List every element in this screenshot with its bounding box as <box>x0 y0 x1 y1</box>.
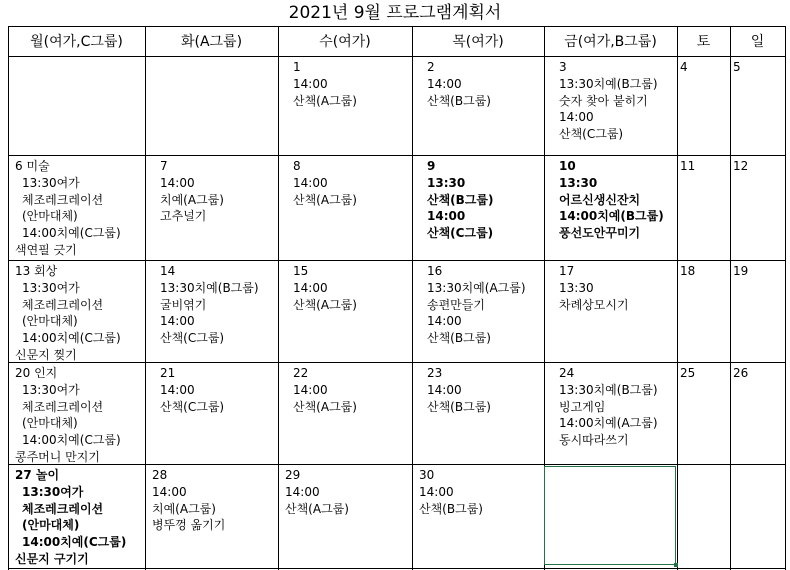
schedule-line: 14:00치예(C그룹) <box>22 331 121 346</box>
day-number: 10 <box>559 159 576 173</box>
schedule-line: 산책(A그룹) <box>293 192 357 207</box>
schedule-line: 병뚜껑 옮기기 <box>152 518 226 533</box>
schedule-line: 13:30치예(B그룹) <box>559 76 658 91</box>
day-cell[interactable] <box>419 261 526 347</box>
schedule-line: 13:30여가 <box>22 484 84 499</box>
schedule-line: 14:00치예(C그룹) <box>22 535 127 550</box>
schedule-line: 차례상모시기 <box>559 297 629 312</box>
schedule-line: 산책(A그룹) <box>285 501 349 516</box>
schedule-line: (안마대체) <box>22 314 78 329</box>
day-cell[interactable] <box>15 363 121 466</box>
schedule-line: 13:30치예(B그룹) <box>160 280 259 295</box>
schedule-line: 13:30여가 <box>22 382 80 397</box>
schedule-line: 산책(B그룹) <box>427 192 494 207</box>
weekday-header: 월(여가,C그룹) <box>30 34 123 50</box>
day-cell[interactable] <box>680 57 688 76</box>
schedule-line: 풍선도안꾸미기 <box>559 226 641 241</box>
day-cell[interactable] <box>285 363 357 415</box>
schedule-line: 14:00 <box>285 484 320 499</box>
day-cell[interactable] <box>419 465 483 517</box>
day-cell[interactable] <box>733 363 748 382</box>
day-cell[interactable] <box>152 465 225 534</box>
grid-vline <box>145 26 146 570</box>
day-number: 24 <box>559 366 575 380</box>
schedule-line: 14:00 <box>293 280 328 295</box>
day-cell[interactable] <box>419 156 493 242</box>
schedule-line: 산책(A그룹) <box>293 297 357 312</box>
day-cell[interactable] <box>285 261 357 313</box>
day-number: 26 <box>733 366 749 380</box>
schedule-line: 어르신생신잔치 <box>559 192 641 207</box>
day-cell[interactable] <box>680 156 695 175</box>
day-cell[interactable] <box>551 363 658 449</box>
schedule-line: 14:00 <box>293 76 328 91</box>
schedule-line: 산책(A그룹) <box>293 399 357 414</box>
schedule-line: 13:30 <box>427 175 466 190</box>
schedule-line: 신문지 찢기 <box>15 347 77 362</box>
schedule-line: 14:00 <box>427 382 462 397</box>
weekday-header: 수(여가) <box>319 34 371 50</box>
day-number: 11 <box>680 159 696 173</box>
schedule-line: 산책(B그룹) <box>427 399 491 414</box>
day-number: 30 <box>419 468 435 482</box>
day-cell[interactable] <box>15 261 121 364</box>
grid-hline <box>8 56 785 57</box>
day-cell[interactable] <box>733 57 741 76</box>
day-cell[interactable] <box>733 261 748 280</box>
schedule-line: 산책(B그룹) <box>419 501 483 516</box>
schedule-line: 체조레크레이션 <box>22 501 104 516</box>
schedule-line: 13:30치예(B그룹) <box>559 382 658 397</box>
weekday-header: 목(여가) <box>452 34 504 50</box>
schedule-line: 14:00치예(B그룹) <box>559 209 664 224</box>
grid-hline <box>8 362 785 363</box>
schedule-line: 14:00치예(C그룹) <box>22 433 121 448</box>
day-cell[interactable] <box>152 261 259 347</box>
day-number: 6 미술 <box>15 159 50 173</box>
day-cell[interactable] <box>680 363 695 382</box>
schedule-line: (안마대체) <box>22 518 80 533</box>
day-number: 25 <box>680 366 696 380</box>
day-cell[interactable] <box>285 156 357 208</box>
schedule-line: 14:00 <box>427 209 466 224</box>
grid-vline <box>8 26 9 570</box>
weekday-header: 토 <box>696 34 711 50</box>
schedule-line: 산책(C그룹) <box>427 226 494 241</box>
schedule-line: 산책(A그룹) <box>293 93 357 108</box>
day-number: 8 <box>293 159 301 173</box>
grid-hline <box>8 26 785 27</box>
day-number: 5 <box>733 60 741 74</box>
schedule-line: 13:30 <box>559 280 594 295</box>
schedule-line: 13:30여가 <box>22 280 80 295</box>
day-number: 13 회상 <box>15 264 58 278</box>
selected-cell[interactable] <box>544 466 676 565</box>
schedule-line: 14:00 <box>152 484 187 499</box>
schedule-line: 산책(B그룹) <box>427 331 491 346</box>
day-cell[interactable] <box>419 57 491 109</box>
day-number: 19 <box>733 264 749 278</box>
day-number: 15 <box>293 264 309 278</box>
schedule-line: 숫자 찾아 붙히기 <box>559 93 648 108</box>
schedule-line: 14:00 <box>427 76 462 91</box>
grid-vline <box>412 26 413 570</box>
day-cell[interactable] <box>733 156 748 175</box>
day-number: 16 <box>427 264 443 278</box>
schedule-line: 14:00 <box>419 484 454 499</box>
day-cell[interactable] <box>551 261 629 313</box>
day-cell[interactable] <box>152 363 224 415</box>
schedule-line: 동시따라쓰기 <box>559 433 629 448</box>
schedule-line: 빙고게임 <box>559 399 606 414</box>
day-number: 18 <box>680 264 696 278</box>
schedule-line: 색연필 긋기 <box>15 242 77 257</box>
schedule-line: 14:00 <box>559 110 594 125</box>
grid-hline <box>8 260 785 261</box>
schedule-line: (안마대체) <box>22 209 78 224</box>
page-title: 2021년 9월 프로그램계획서 <box>288 3 502 23</box>
schedule-line: 14:00 <box>293 175 328 190</box>
schedule-line: (안마대체) <box>22 416 78 431</box>
day-number: 22 <box>293 366 309 380</box>
day-number: 4 <box>680 60 688 74</box>
schedule-line: 14:00치예(A그룹) <box>559 416 658 431</box>
day-cell[interactable] <box>15 156 121 259</box>
schedule-line: 산책(B그룹) <box>427 93 491 108</box>
weekday-header: 금(여가,B그룹) <box>564 34 657 50</box>
schedule-line: 신문지 구기기 <box>15 551 89 566</box>
schedule-line: 14:00 <box>160 175 195 190</box>
schedule-line: 산책(C그룹) <box>559 127 624 142</box>
day-cell[interactable] <box>551 156 664 242</box>
day-number: 12 <box>733 159 749 173</box>
schedule-line: 굴비엮기 <box>160 297 207 312</box>
day-number: 3 <box>559 60 567 74</box>
schedule-line: 13:30치예(A그룹) <box>427 280 526 295</box>
schedule-line: 치예(A그룹) <box>152 501 216 516</box>
schedule-line: 13:30여가 <box>22 175 80 190</box>
schedule-line: 송편만들기 <box>427 297 485 312</box>
day-number: 20 인지 <box>15 366 58 380</box>
day-number: 17 <box>559 264 575 278</box>
schedule-line: 체조레크레이션 <box>22 399 104 414</box>
day-number: 1 <box>293 60 301 74</box>
day-number: 29 <box>285 468 301 482</box>
grid-hline <box>8 155 785 156</box>
grid-hline <box>8 568 785 569</box>
day-number: 7 <box>160 159 168 173</box>
schedule-line: 14:00치예(C그룹) <box>22 226 121 241</box>
fill-handle[interactable] <box>674 563 678 567</box>
day-cell[interactable] <box>680 261 695 280</box>
day-cell[interactable] <box>285 465 349 517</box>
day-number: 2 <box>427 60 435 74</box>
day-number: 9 <box>427 159 436 173</box>
weekday-header: 화(A그룹) <box>180 34 243 50</box>
schedule-line: 14:00 <box>293 382 328 397</box>
schedule-line: 산책(C그룹) <box>160 399 225 414</box>
day-number: 28 <box>152 468 168 482</box>
day-cell[interactable] <box>15 465 126 568</box>
weekday-header: 일 <box>750 34 765 50</box>
schedule-line: 고추널기 <box>160 209 207 224</box>
schedule-line: 체조레크레이션 <box>22 192 104 207</box>
schedule-line: 체조레크레이션 <box>22 297 104 312</box>
schedule-line: 치예(A그룹) <box>160 192 224 207</box>
grid-vline <box>278 26 279 570</box>
day-cell[interactable] <box>419 363 491 415</box>
schedule-line: 14:00 <box>160 382 195 397</box>
day-number: 14 <box>160 264 176 278</box>
schedule-line: 14:00 <box>160 314 195 329</box>
day-number: 21 <box>160 366 176 380</box>
schedule-line: 14:00 <box>427 314 462 329</box>
day-number: 27 놀이 <box>15 468 60 482</box>
day-cell[interactable] <box>285 57 357 109</box>
day-cell[interactable] <box>551 57 658 143</box>
grid-vline <box>785 26 786 570</box>
schedule-line: 콩주머니 만지기 <box>15 449 100 464</box>
schedule-line: 산책(C그룹) <box>160 331 225 346</box>
day-number: 23 <box>427 366 443 380</box>
schedule-line: 13:30 <box>559 175 598 190</box>
grid-vline <box>730 26 731 570</box>
day-cell[interactable] <box>152 156 224 225</box>
grid-vline <box>677 26 678 570</box>
